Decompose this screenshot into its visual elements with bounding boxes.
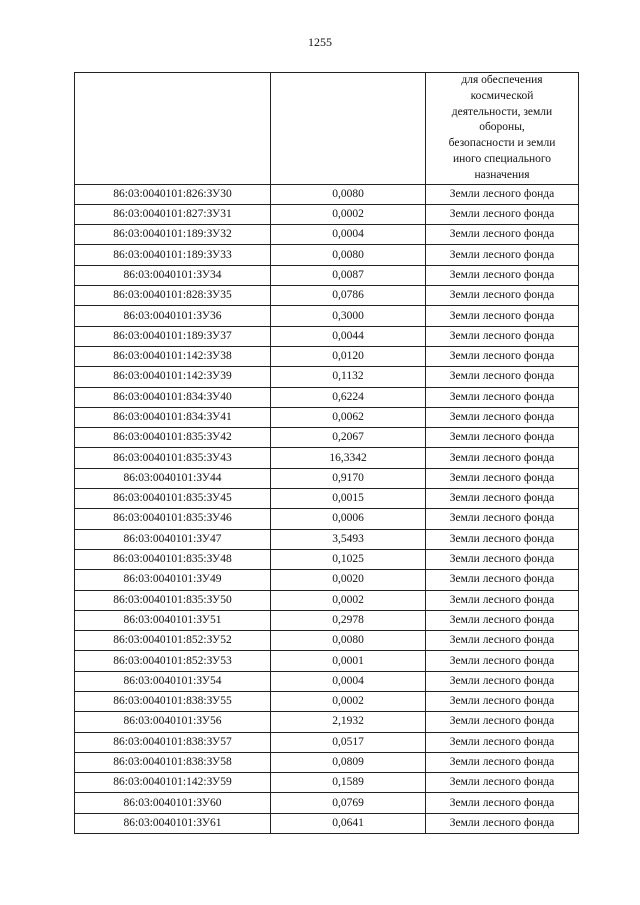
cadastral-number-cell: 86:03:0040101:838:ЗУ58 bbox=[75, 752, 271, 772]
land-category-cell: Земли лесного фонда bbox=[426, 489, 579, 509]
cadastral-number-cell: 86:03:0040101:ЗУ44 bbox=[75, 468, 271, 488]
cadastral-number-cell: 86:03:0040101:834:ЗУ40 bbox=[75, 387, 271, 407]
area-cell: 0,0002 bbox=[271, 692, 426, 712]
area-cell: 0,0809 bbox=[271, 752, 426, 772]
table-row bbox=[75, 468, 579, 488]
cadastral-number-cell: 86:03:0040101:189:ЗУ32 bbox=[75, 225, 271, 245]
header-line: безопасности и земли bbox=[448, 137, 556, 150]
cadastral-number-cell: 86:03:0040101:142:ЗУ39 bbox=[75, 367, 271, 387]
table-row bbox=[75, 590, 579, 610]
table-row bbox=[75, 509, 579, 529]
land-category-cell: Земли лесного фонда bbox=[426, 265, 579, 285]
table-row bbox=[75, 549, 579, 569]
table-row bbox=[75, 651, 579, 671]
land-category-cell: Земли лесного фонда bbox=[426, 671, 579, 691]
table-row bbox=[75, 367, 579, 387]
area-cell: 0,0769 bbox=[271, 793, 426, 813]
header-land-category-text bbox=[426, 73, 578, 184]
table-row bbox=[75, 448, 579, 468]
land-category-cell: Земли лесного фонда bbox=[426, 428, 579, 448]
cadastral-number-cell: 86:03:0040101:827:ЗУ31 bbox=[75, 204, 271, 224]
table-row bbox=[75, 326, 579, 346]
land-category-cell: Земли лесного фонда bbox=[426, 468, 579, 488]
land-category-cell: Земли лесного фонда bbox=[426, 326, 579, 346]
area-cell: 0,2067 bbox=[271, 428, 426, 448]
table-row bbox=[75, 692, 579, 712]
land-category-cell: Земли лесного фонда bbox=[426, 610, 579, 630]
land-category-cell: Земли лесного фонда bbox=[426, 306, 579, 326]
land-category-cell: Земли лесного фонда bbox=[426, 448, 579, 468]
table-row bbox=[75, 712, 579, 732]
cadastral-number-cell: 86:03:0040101:ЗУ61 bbox=[75, 813, 271, 833]
land-category-cell: Земли лесного фонда bbox=[426, 712, 579, 732]
area-cell: 0,6224 bbox=[271, 387, 426, 407]
area-cell: 0,0641 bbox=[271, 813, 426, 833]
cadastral-number-cell: 86:03:0040101:852:ЗУ52 bbox=[75, 631, 271, 651]
land-category-cell: Земли лесного фонда bbox=[426, 204, 579, 224]
cadastral-number-cell: 86:03:0040101:142:ЗУ59 bbox=[75, 773, 271, 793]
land-category-cell: Земли лесного фонда bbox=[426, 245, 579, 265]
area-cell: 0,0080 bbox=[271, 245, 426, 265]
land-category-cell: Земли лесного фонда bbox=[426, 773, 579, 793]
cadastral-number-cell: 86:03:0040101:835:ЗУ45 bbox=[75, 489, 271, 509]
area-cell: 0,0006 bbox=[271, 509, 426, 529]
cadastral-number-cell: 86:03:0040101:835:ЗУ42 bbox=[75, 428, 271, 448]
land-category-cell: Земли лесного фонда bbox=[426, 509, 579, 529]
area-cell: 0,0002 bbox=[271, 590, 426, 610]
header-line: иного специального bbox=[452, 152, 552, 165]
table-row bbox=[75, 346, 579, 366]
cadastral-number-cell: 86:03:0040101:189:ЗУ33 bbox=[75, 245, 271, 265]
header-cell-cadastral-number bbox=[75, 73, 271, 185]
area-cell: 0,3000 bbox=[271, 306, 426, 326]
table-header-row bbox=[75, 73, 579, 185]
header-cell-area bbox=[271, 73, 426, 185]
cadastral-number-cell: 86:03:0040101:ЗУ36 bbox=[75, 306, 271, 326]
cadastral-number-cell: 86:03:0040101:835:ЗУ50 bbox=[75, 590, 271, 610]
land-category-cell: Земли лесного фонда bbox=[426, 590, 579, 610]
area-cell: 0,9170 bbox=[271, 468, 426, 488]
land-category-cell: Земли лесного фонда bbox=[426, 732, 579, 752]
land-category-cell: Земли лесного фонда bbox=[426, 529, 579, 549]
table-row bbox=[75, 732, 579, 752]
table-row bbox=[75, 265, 579, 285]
table-row bbox=[75, 204, 579, 224]
header-line: назначения bbox=[474, 168, 530, 181]
table-row bbox=[75, 793, 579, 813]
table-row bbox=[75, 752, 579, 772]
table-row bbox=[75, 387, 579, 407]
table-row bbox=[75, 225, 579, 245]
header-line: космической bbox=[470, 89, 534, 102]
cadastral-number-cell: 86:03:0040101:ЗУ34 bbox=[75, 265, 271, 285]
area-cell: 0,2978 bbox=[271, 610, 426, 630]
land-category-cell: Земли лесного фонда bbox=[426, 793, 579, 813]
cadastral-number-cell: 86:03:0040101:ЗУ51 bbox=[75, 610, 271, 630]
page-number: 1255 bbox=[308, 35, 332, 49]
area-cell: 3,5493 bbox=[271, 529, 426, 549]
area-cell: 0,0044 bbox=[271, 326, 426, 346]
area-cell: 0,0062 bbox=[271, 407, 426, 427]
table-row bbox=[75, 570, 579, 590]
land-category-cell: Земли лесного фонда bbox=[426, 286, 579, 306]
cadastral-number-cell: 86:03:0040101:852:ЗУ53 bbox=[75, 651, 271, 671]
header-cell-land-category bbox=[426, 73, 579, 185]
area-cell: 0,0087 bbox=[271, 265, 426, 285]
land-category-cell: Земли лесного фонда bbox=[426, 651, 579, 671]
area-cell: 0,1132 bbox=[271, 367, 426, 387]
land-category-cell: Земли лесного фонда bbox=[426, 549, 579, 569]
table-row bbox=[75, 245, 579, 265]
cadastral-number-cell: 86:03:0040101:835:ЗУ43 bbox=[75, 448, 271, 468]
area-cell: 2,1932 bbox=[271, 712, 426, 732]
table-row bbox=[75, 813, 579, 833]
area-cell: 0,0020 bbox=[271, 570, 426, 590]
land-category-cell: Земли лесного фонда bbox=[426, 184, 579, 204]
area-cell: 0,0001 bbox=[271, 651, 426, 671]
land-category-cell: Земли лесного фонда bbox=[426, 367, 579, 387]
cadastral-number-cell: 86:03:0040101:ЗУ49 bbox=[75, 570, 271, 590]
area-cell: 0,0015 bbox=[271, 489, 426, 509]
table-row bbox=[75, 407, 579, 427]
area-cell: 0,0004 bbox=[271, 225, 426, 245]
table-row bbox=[75, 610, 579, 630]
land-category-cell: Земли лесного фонда bbox=[426, 692, 579, 712]
table-row bbox=[75, 773, 579, 793]
land-category-cell: Земли лесного фонда bbox=[426, 407, 579, 427]
land-category-cell: Земли лесного фонда bbox=[426, 631, 579, 651]
area-cell: 16,3342 bbox=[271, 448, 426, 468]
land-category-cell: Земли лесного фонда bbox=[426, 346, 579, 366]
table-row bbox=[75, 489, 579, 509]
table-row bbox=[75, 631, 579, 651]
cadastral-number-cell: 86:03:0040101:835:ЗУ46 bbox=[75, 509, 271, 529]
area-cell: 0,0004 bbox=[271, 671, 426, 691]
land-category-cell: Земли лесного фонда bbox=[426, 570, 579, 590]
land-plots-table bbox=[74, 72, 579, 834]
cadastral-number-cell: 86:03:0040101:835:ЗУ48 bbox=[75, 549, 271, 569]
land-category-cell: Земли лесного фонда bbox=[426, 752, 579, 772]
cadastral-number-cell: 86:03:0040101:ЗУ56 bbox=[75, 712, 271, 732]
land-category-cell: Земли лесного фонда bbox=[426, 387, 579, 407]
table-body bbox=[75, 73, 579, 834]
area-cell: 0,0080 bbox=[271, 184, 426, 204]
table-row bbox=[75, 184, 579, 204]
table-row bbox=[75, 529, 579, 549]
cadastral-number-cell: 86:03:0040101:ЗУ54 bbox=[75, 671, 271, 691]
cadastral-number-cell: 86:03:0040101:838:ЗУ55 bbox=[75, 692, 271, 712]
cadastral-number-cell: 86:03:0040101:189:ЗУ37 bbox=[75, 326, 271, 346]
area-cell: 0,1025 bbox=[271, 549, 426, 569]
table-row bbox=[75, 671, 579, 691]
cadastral-number-cell: 86:03:0040101:ЗУ60 bbox=[75, 793, 271, 813]
header-line: деятельности, земли bbox=[451, 105, 553, 118]
area-cell: 0,0517 bbox=[271, 732, 426, 752]
cadastral-number-cell: 86:03:0040101:142:ЗУ38 bbox=[75, 346, 271, 366]
header-line: обороны, bbox=[479, 121, 525, 134]
land-category-cell: Земли лесного фонда bbox=[426, 813, 579, 833]
cadastral-number-cell: 86:03:0040101:ЗУ47 bbox=[75, 529, 271, 549]
header-line: для обеспечения bbox=[461, 74, 543, 86]
area-cell: 0,0080 bbox=[271, 631, 426, 651]
area-cell: 0,0002 bbox=[271, 204, 426, 224]
cadastral-number-cell: 86:03:0040101:826:ЗУ30 bbox=[75, 184, 271, 204]
area-cell: 0,1589 bbox=[271, 773, 426, 793]
table-row bbox=[75, 306, 579, 326]
land-category-cell: Земли лесного фонда bbox=[426, 225, 579, 245]
table-row bbox=[75, 428, 579, 448]
table-row bbox=[75, 286, 579, 306]
area-cell: 0,0120 bbox=[271, 346, 426, 366]
cadastral-number-cell: 86:03:0040101:834:ЗУ41 bbox=[75, 407, 271, 427]
cadastral-number-cell: 86:03:0040101:828:ЗУ35 bbox=[75, 286, 271, 306]
cadastral-number-cell: 86:03:0040101:838:ЗУ57 bbox=[75, 732, 271, 752]
area-cell: 0,0786 bbox=[271, 286, 426, 306]
